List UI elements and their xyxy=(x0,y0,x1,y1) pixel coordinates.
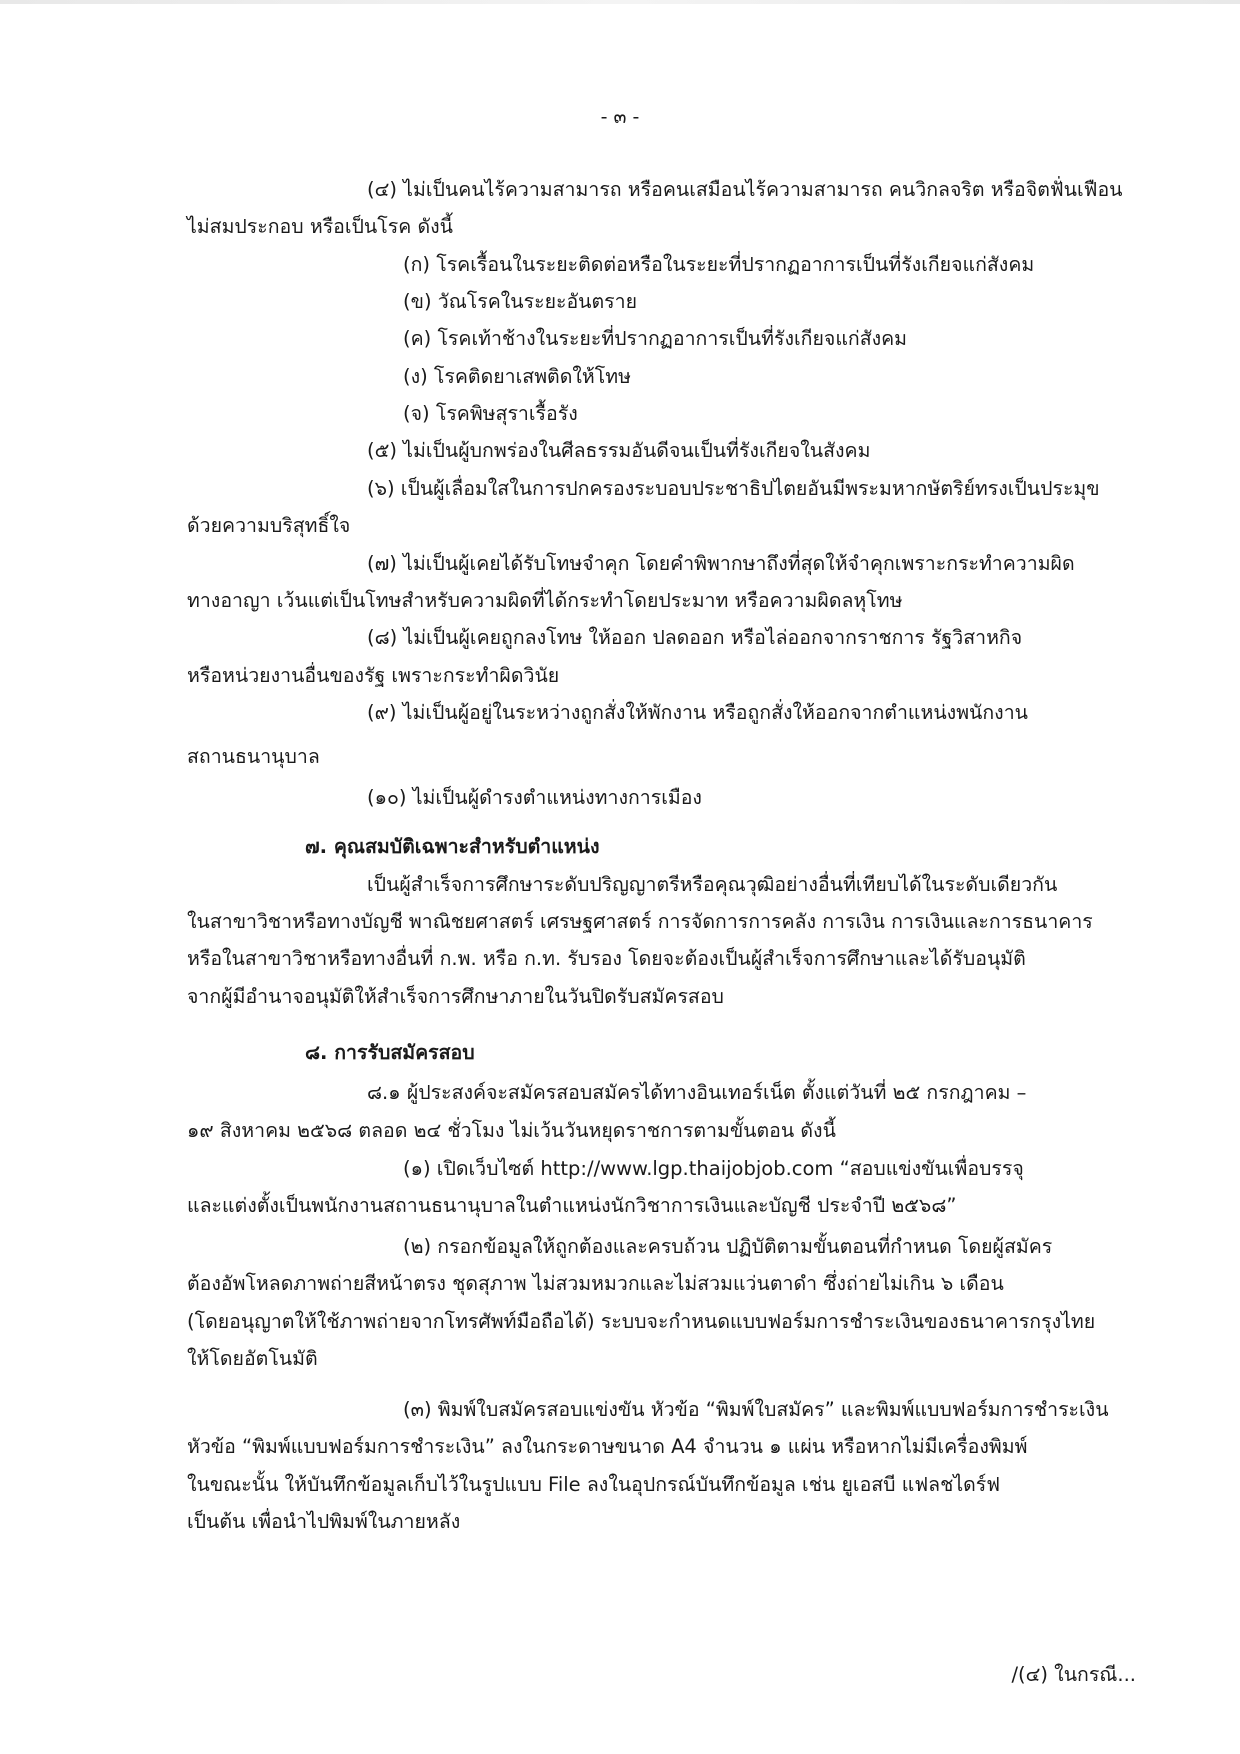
text-line: (๔) ไม่เป็นคนไร้ความสามารถ หรือคนเสมือนไร้ความสามารถ คนวิกลจริต หรือจิตฟั่นเฟือน xyxy=(367,178,1123,201)
text-line: ทางอาญา เว้นแต่เป็นโทษสำหรับความผิดที่ได้กระทำโดยประมาท หรือความผิดลหุโทษ xyxy=(187,589,903,612)
text-line: (๙) ไม่เป็นผู้อยู่ในระหว่างถูกสั่งให้พักงาน หรือถูกสั่งให้ออกจากตำแหน่งพนักงาน xyxy=(367,701,1028,724)
text-line: (๑๐) ไม่เป็นผู้ดำรงตำแหน่งทางการเมือง xyxy=(367,786,702,809)
text-line: หัวข้อ “พิมพ์แบบฟอร์มการชำระเงิน” ลงในกระดาษขนาด A4 จำนวน ๑ แผ่น หรือหากไม่มีเครื่องพิมพ์ xyxy=(187,1435,1028,1458)
text-line: (๘) ไม่เป็นผู้เคยถูกลงโทษ ให้ออก ปลดออก หรือไล่ออกจากราชการ รัฐวิสาหกิจ xyxy=(367,626,1023,649)
text-line: สถานธนานุบาล xyxy=(187,745,320,768)
text-line: เป็นต้น เพื่อนำไปพิมพ์ในภายหลัง xyxy=(187,1510,461,1533)
scan-top-edge xyxy=(0,0,1240,4)
text-line: ในสาขาวิชาหรือทางบัญชี พาณิชยศาสตร์ เศรษฐศาสตร์ การจัดการการคลัง การเงิน การเงินและการธนาคาร xyxy=(187,910,1093,933)
text-line: (จ) โรคพิษสุราเรื้อรัง xyxy=(403,402,578,425)
text-line: (๖) เป็นผู้เลื่อมใสในการปกครองระบอบประชาธิปไตยอันมีพระมหากษัตริย์ทรงเป็นประมุข xyxy=(367,477,1100,500)
text-line: ต้องอัพโหลดภาพถ่ายสีหน้าตรง ชุดสุภาพ ไม่สวมหมวกและไม่สวมแว่นตาดำ ซึ่งถ่ายไม่เกิน ๖ เดือน xyxy=(187,1272,1004,1295)
text-line: ให้โดยอัตโนมัติ xyxy=(187,1347,318,1370)
text-line: (๓) พิมพ์ใบสมัครสอบแข่งขัน หัวข้อ “พิมพ์ใบสมัคร” และพิมพ์แบบฟอร์มการชำระเงิน xyxy=(403,1398,1109,1421)
section-heading: ๘. การรับสมัครสอบ xyxy=(305,1041,475,1064)
text-line: หรือในสาขาวิชาหรือทางอื่นที่ ก.พ. หรือ ก.ท. รับรอง โดยจะต้องเป็นผู้สำเร็จการศึกษาและได้รับอนุมัติ xyxy=(187,947,1026,970)
text-line: ไม่สมประกอบ หรือเป็นโรค ดังนี้ xyxy=(187,215,453,238)
text-line: (ข) วัณโรคในระยะอันตราย xyxy=(403,290,638,313)
text-line: ๘.๑ ผู้ประสงค์จะสมัครสอบสมัครได้ทางอินเทอร์เน็ต ตั้งแต่วันที่ ๒๕ กรกฎาคม – xyxy=(367,1081,1027,1104)
text-line: ด้วยความบริสุทธิ์ใจ xyxy=(187,514,351,537)
text-line: เป็นผู้สำเร็จการศึกษาระดับปริญญาตรีหรือคุณวุฒิอย่างอื่นที่เทียบได้ในระดับเดียวกัน xyxy=(367,873,1058,896)
page-number: - ๓ - xyxy=(600,106,640,128)
text-line: (๗) ไม่เป็นผู้เคยได้รับโทษจำคุก โดยคำพิพากษาถึงที่สุดให้จำคุกเพราะกระทำความผิด xyxy=(367,552,1075,575)
text-line: ในขณะนั้น ให้บันทึกข้อมูลเก็บไว้ในรูปแบบ File ลงในอุปกรณ์บันทึกข้อมูล เช่น ยูเอสบี แฟลชไดร์ฟ xyxy=(187,1473,1001,1496)
section-heading: ๗. คุณสมบัติเฉพาะสำหรับตำแหน่ง xyxy=(305,835,600,858)
text-line: ๑๙ สิงหาคม ๒๕๖๘ ตลอด ๒๔ ชั่วโมง ไม่เว้นวันหยุดราชการตามขั้นตอน ดังนี้ xyxy=(187,1119,836,1142)
text-line: (๑) เปิดเว็บไซต์ http://www.lgp.thaijobjob.com “สอบแข่งขันเพื่อบรรจุ xyxy=(403,1157,1024,1180)
text-line: จากผู้มีอำนาจอนุมัติให้สำเร็จการศึกษาภายในวันปิดรับสมัครสอบ xyxy=(187,985,724,1008)
text-line: และแต่งตั้งเป็นพนักงานสถานธนานุบาลในตำแหน่งนักวิชาการเงินและบัญชี ประจำปี ๒๕๖๘” xyxy=(187,1194,957,1217)
text-line: (๒) กรอกข้อมูลให้ถูกต้องและครบถ้วน ปฏิบัติตามขั้นตอนที่กำหนด โดยผู้สมัคร xyxy=(403,1235,1053,1258)
text-line: (โดยอนุญาตให้ใช้ภาพถ่ายจากโทรศัพท์มือถือได้) ระบบจะกำหนดแบบฟอร์มการชำระเงินของธนาคารกรุงไทย xyxy=(187,1310,1096,1333)
text-line: หรือหน่วยงานอื่นของรัฐ เพราะกระทำผิดวินัย xyxy=(187,664,560,687)
text-line: (๕) ไม่เป็นผู้บกพร่องในศีลธรรมอันดีจนเป็นที่รังเกียจในสังคม xyxy=(367,439,871,462)
page-continuation: /(๔) ในกรณี... xyxy=(1011,1663,1136,1686)
text-line: (ง) โรคติดยาเสพติดให้โทษ xyxy=(403,365,631,388)
text-line: (ก) โรคเรื้อนในระยะติดต่อหรือในระยะที่ปรากฏอาการเป็นที่รังเกียจแก่สังคม xyxy=(403,253,1035,276)
text-line: (ค) โรคเท้าช้างในระยะที่ปรากฏอาการเป็นที่รังเกียจแก่สังคม xyxy=(403,327,908,350)
